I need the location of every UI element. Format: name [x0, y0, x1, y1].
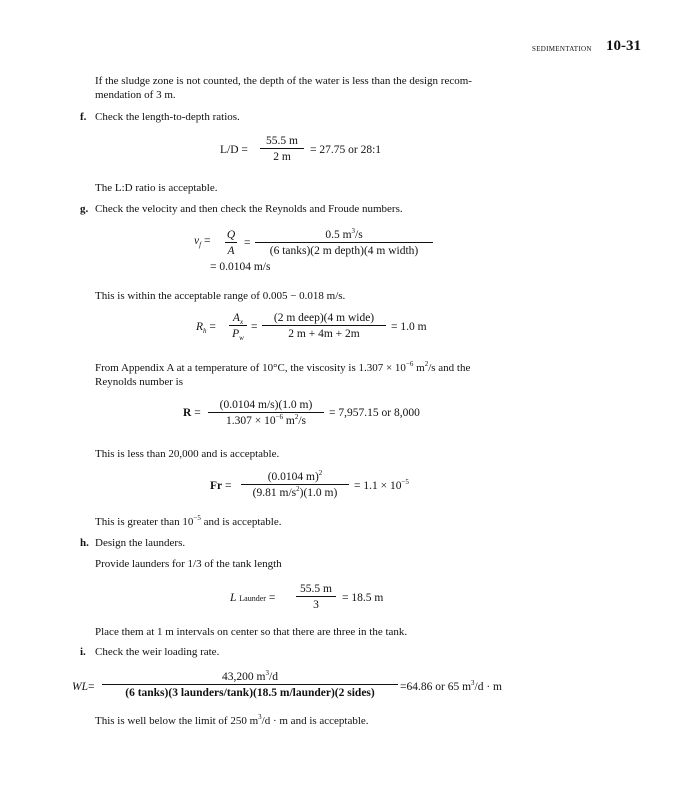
- ld-denominator: 2 m: [273, 151, 291, 163]
- launder-fraction: [296, 583, 336, 611]
- vf-equals: =: [244, 237, 251, 249]
- launder-place-text: Place them at 1 m intervals on center so that there are three in the tank.: [95, 626, 408, 638]
- rh-ax-over-pw: [229, 312, 247, 340]
- rh-ax: $A_x$: [232, 312, 244, 326]
- rh-pw: $P_w$: [232, 328, 244, 342]
- fr-numerator: (0.0104 m)$^2$: [267, 469, 323, 483]
- launder-provide-text: Provide launders for 1/3 of the tank length: [95, 558, 282, 570]
- wl-conclusion: This is well below the limit of 250 $m^3/d \cdot m$ and is acceptable.: [95, 713, 369, 727]
- launder-lhs: L Launder =: [230, 592, 276, 604]
- re-result: = 7,957.15 or 8,000: [329, 407, 420, 419]
- fr-fraction: [241, 471, 349, 499]
- vf-q: Q: [226, 229, 236, 241]
- fr-lhs: Fr =: [210, 480, 232, 492]
- vf-fraction: [255, 229, 433, 257]
- step-g-label: g.: [80, 203, 89, 215]
- step-h-text: Design the launders.: [95, 537, 186, 549]
- wl-fraction: [102, 671, 398, 699]
- vf-numerator: 0.5 $m^3/s$: [325, 227, 363, 241]
- fr-result: = $1.1 \times 10^{-5}$: [354, 478, 409, 492]
- fr-conclusion: This is greater than $10^{-5}$ and is acceptable.: [95, 514, 282, 528]
- appendix-line-2: Reynolds number is: [95, 376, 183, 388]
- rh-denominator: 2 m + 4m + 2m: [288, 328, 360, 340]
- step-i-text: Check the weir loading rate.: [95, 646, 220, 658]
- vf-lhs: $v_f$ =: [194, 235, 211, 249]
- step-h-label: h.: [80, 537, 89, 549]
- wl-denominator: (6 tanks)(3 launders/tank)(18.5 m/launder)(2 sides): [125, 687, 375, 699]
- rh-result: = 1.0 m: [391, 321, 427, 333]
- running-header-section: SEDIMENTATION: [532, 45, 592, 53]
- vf-denominator: (6 tanks)(2 m depth)(4 m width): [269, 245, 419, 257]
- step-f-label: f.: [80, 111, 87, 123]
- rh-fraction: [262, 312, 386, 340]
- launder-numerator: 55.5 m: [300, 583, 332, 595]
- intro-line-2: mendation of 3 m.: [95, 89, 176, 101]
- step-i-label: i.: [80, 646, 86, 658]
- vf-result: = 0.0104 m/s: [210, 261, 271, 273]
- intro-line-1: If the sludge zone is not counted, the depth of the water is less than the design recom-: [95, 75, 472, 87]
- step-g-text: Check the velocity and then check the Reynolds and Froude numbers.: [95, 203, 403, 215]
- ld-lhs: L/D =: [220, 144, 248, 156]
- wl-result: =64.86 or 65 $m^3/d \cdot m$: [400, 679, 502, 693]
- vf-a: A: [227, 245, 235, 257]
- rh-lhs: $R_h$ =: [196, 321, 216, 335]
- appendix-line-1: From Appendix A at a temperature of 10°C, the viscosity is $1.307 \times 10^{-6}$ $m^2/s$ and the: [95, 360, 471, 374]
- page-number: 10-31: [606, 38, 641, 54]
- rh-equals: =: [251, 321, 258, 333]
- step-f-text: Check the length-to-depth ratios.: [95, 111, 240, 123]
- re-conclusion: This is less than 20,000 and is acceptable.: [95, 448, 280, 460]
- re-denominator: $1.307 \times 10^{-6}$ $m^2/s$: [225, 413, 307, 427]
- rh-numerator: (2 m deep)(4 m wide): [273, 312, 375, 324]
- ld-conclusion: The L:D ratio is acceptable.: [95, 182, 218, 194]
- ld-numerator: 55.5 m: [266, 135, 298, 147]
- re-numerator: (0.0104 m/s)(1.0 m): [219, 399, 313, 411]
- launder-denominator: 3: [313, 599, 319, 611]
- vf-range-text: This is within the acceptable range of 0.005 − 0.018 m/s.: [95, 290, 346, 302]
- re-fraction: [208, 399, 324, 427]
- re-lhs: R =: [183, 407, 201, 419]
- wl-lhs: WL=: [72, 681, 95, 693]
- wl-numerator: 43,200 $m^3/d$: [222, 669, 278, 683]
- fr-denominator: (9.81 $m/s^2)(1.0$ m): [252, 485, 338, 499]
- ld-fraction: [260, 135, 304, 163]
- ld-result: = 27.75 or 28:1: [310, 144, 382, 156]
- vf-q-over-a: [225, 229, 237, 257]
- launder-result: = 18.5 m: [342, 592, 384, 604]
